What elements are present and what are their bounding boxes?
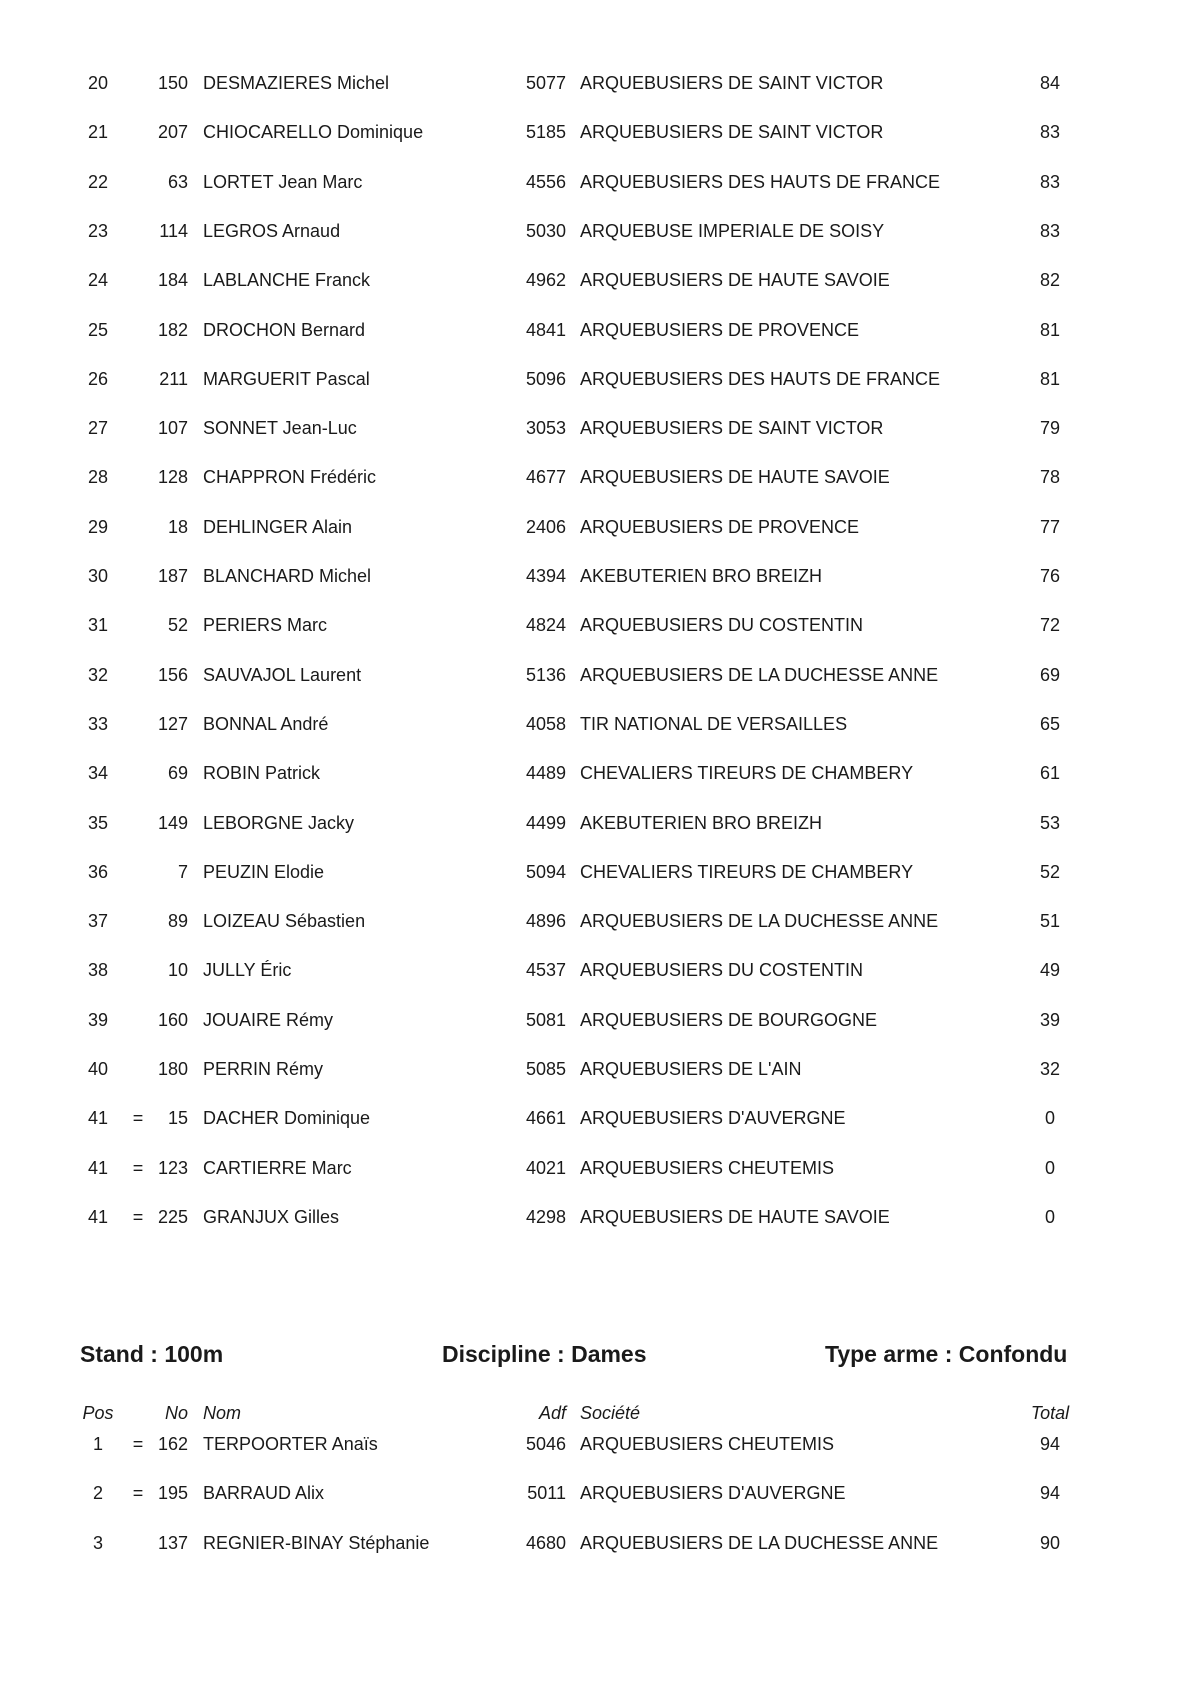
result-pos: 28 [87,467,109,488]
shooter-name: BONNAL André [203,713,329,734]
result-pos: 33 [87,713,109,734]
result-no: 114 [159,220,188,241]
table-row [0,955,1190,985]
table-row [0,68,1190,98]
shooter-name: LEBORGNE Jacky [203,812,355,833]
type-arme-title: Type arme : Confondu [825,1341,1068,1367]
shooter-name: PERIERS Marc [203,615,328,636]
result-total: 83 [1039,220,1061,241]
result-pos: 22 [87,171,109,192]
result-no: 127 [157,713,188,734]
result-total: 52 [1039,861,1061,882]
table-row [0,265,1190,295]
club-name: ARQUEBUSIERS D'AUVERGNE [580,1483,846,1504]
result-pos: 20 [87,73,109,93]
result-total: 81 [1039,319,1061,340]
result-adf: 4058 [525,713,566,734]
shooter-name: BARRAUD Alix [203,1483,325,1504]
club-name: ARQUEBUSIERS DE HAUTE SAVOIE [580,467,890,488]
result-no: 180 [157,1059,188,1079]
result-pos: 32 [87,664,109,685]
table-row [0,364,1190,394]
result-total: 61 [1039,763,1061,784]
result-adf: 5094 [525,861,566,882]
result-adf: 4841 [525,319,566,340]
result-adf: 5030 [525,220,566,241]
table-row [0,1103,1190,1133]
result-total: 39 [1039,1009,1061,1030]
club-name: ARQUEBUSIERS DE PROVENCE [580,319,860,340]
table-row [0,1054,1190,1084]
result-pos: 41 [87,1157,109,1178]
club-name: TIR NATIONAL DE VERSAILLES [580,713,848,734]
result-total: 83 [1039,171,1061,192]
club-name: ARQUEBUSIERS DE L'AIN [580,1059,802,1079]
table-row [0,610,1190,640]
result-no: 137 [157,1532,188,1553]
col-header-no: No [164,1403,188,1423]
result-adf: 5077 [525,73,566,93]
tie-marker: = [132,1483,144,1504]
table-row [0,216,1190,246]
table-row [0,1202,1190,1232]
result-adf: 5011 [527,1483,566,1504]
result-adf: 4537 [525,960,566,981]
result-adf: 2406 [525,516,566,537]
table-row [0,462,1190,492]
tie-marker: = [132,1206,144,1227]
result-total: 65 [1039,713,1061,734]
shooter-name: JOUAIRE Rémy [203,1009,334,1030]
result-no: 63 [167,171,188,192]
result-no: 160 [157,1009,188,1030]
table-row [0,906,1190,936]
result-no: 150 [157,73,188,93]
club-name: ARQUEBUSIERS DE LA DUCHESSE ANNE [580,1532,939,1553]
stand-title: Stand : 100m [80,1341,224,1367]
discipline-title: Discipline : Dames [442,1341,647,1367]
result-total: 32 [1039,1059,1061,1079]
shooter-name: SONNET Jean-Luc [203,418,357,439]
column-header-row [0,1398,1190,1428]
result-adf: 4677 [525,467,566,488]
result-adf: 5185 [525,122,566,143]
club-name: CHEVALIERS TIREURS DE CHAMBERY [580,763,914,784]
shooter-name: ROBIN Patrick [203,763,321,784]
result-no: 15 [167,1108,188,1129]
result-no: 89 [167,911,188,932]
result-pos: 37 [87,911,109,932]
shooter-name: LOIZEAU Sébastien [203,911,366,932]
result-total: 51 [1039,911,1061,932]
club-name: ARQUEBUSIERS DE LA DUCHESSE ANNE [580,911,939,932]
result-adf: 4499 [525,812,566,833]
result-pos: 25 [87,319,109,340]
result-total: 79 [1039,418,1061,439]
result-adf: 4824 [525,615,566,636]
result-pos: 24 [87,270,109,291]
club-name: ARQUEBUSIERS DE SAINT VICTOR [580,122,884,143]
club-name: ARQUEBUSIERS DE PROVENCE [580,516,860,537]
result-adf: 4021 [525,1157,566,1178]
club-name: ARQUEBUSIERS DE HAUTE SAVOIE [580,1206,890,1227]
result-pos: 3 [92,1532,103,1553]
shooter-name: PERRIN Rémy [203,1059,324,1079]
result-pos: 35 [87,812,109,833]
result-total: 77 [1039,516,1061,537]
result-adf: 4556 [525,171,566,192]
result-adf: 5136 [525,664,566,685]
result-pos: 36 [87,861,109,882]
result-total: 78 [1039,467,1061,488]
shooter-name: SAUVAJOL Laurent [203,664,362,685]
result-adf: 5085 [525,1059,566,1079]
result-pos: 1 [92,1434,103,1454]
table-row [0,709,1190,739]
shooter-name: DROCHON Bernard [203,319,366,340]
result-pos: 29 [87,516,109,537]
result-no: 184 [157,270,188,291]
result-adf: 5046 [525,1434,566,1454]
result-total: 81 [1039,368,1061,389]
shooter-name: BLANCHARD Michel [203,566,372,586]
result-adf: 4661 [525,1108,566,1129]
result-no: 207 [157,122,188,143]
result-no: 128 [157,467,188,488]
result-no: 52 [167,615,188,636]
result-no: 18 [167,516,188,537]
tie-marker: = [132,1157,144,1178]
result-pos: 41 [87,1108,109,1129]
result-pos: 41 [87,1206,109,1227]
result-pos: 26 [87,368,109,389]
shooter-name: LORTET Jean Marc [203,171,363,192]
club-name: ARQUEBUSIERS DES HAUTS DE FRANCE [580,368,941,389]
club-name: ARQUEBUSIERS DES HAUTS DE FRANCE [580,171,941,192]
club-name: ARQUEBUSIERS DE BOURGOGNE [580,1009,878,1030]
result-pos: 23 [87,220,109,241]
result-no: 69 [167,763,188,784]
col-header-nom: Nom [203,1403,242,1423]
shooter-name: GRANJUX Gilles [203,1206,340,1227]
result-no: 187 [157,566,188,586]
tie-marker: = [132,1434,144,1454]
club-name: ARQUEBUSIERS DU COSTENTIN [580,960,864,981]
club-name: AKEBUTERIEN BRO BREIZH [580,566,823,586]
table-row [0,857,1190,887]
table-row [0,117,1190,147]
table-row [0,1528,1190,1558]
table-row [0,1478,1190,1508]
result-no: 149 [157,812,188,833]
result-total: 49 [1039,960,1061,981]
result-total: 69 [1039,664,1061,685]
shooter-name: DEHLINGER Alain [203,516,353,537]
result-no: 156 [157,664,188,685]
result-pos: 31 [87,615,109,636]
table-row [0,1005,1190,1035]
club-name: ARQUEBUSIERS CHEUTEMIS [580,1157,835,1178]
shooter-name: DACHER Dominique [203,1108,371,1129]
result-pos: 38 [87,960,109,981]
club-name: ARQUEBUSIERS CHEUTEMIS [580,1434,835,1454]
result-adf: 4394 [525,566,566,586]
result-adf: 4680 [525,1532,566,1553]
result-total: 53 [1039,812,1061,833]
result-total: 76 [1039,566,1061,586]
result-total: 0 [1044,1157,1055,1178]
table-row [0,167,1190,197]
result-no: 123 [157,1157,188,1178]
result-total: 83 [1039,122,1061,143]
club-name: CHEVALIERS TIREURS DE CHAMBERY [580,861,914,882]
shooter-name: JULLY Éric [203,960,292,981]
result-no: 195 [157,1483,188,1504]
result-total: 0 [1044,1206,1055,1227]
result-total: 84 [1039,73,1061,93]
result-pos: 21 [87,122,109,143]
table-row [0,315,1190,345]
shooter-name: TERPOORTER Anaïs [203,1434,378,1454]
col-header-adf: Adf [538,1403,566,1423]
shooter-name: MARGUERIT Pascal [203,368,370,389]
result-total: 82 [1039,270,1061,291]
shooter-name: DESMAZIERES Michel [203,73,390,93]
result-adf: 5081 [525,1009,566,1030]
result-total: 94 [1039,1434,1061,1454]
col-header-total: Total [1030,1403,1070,1423]
result-adf: 4298 [525,1206,566,1227]
result-adf: 4489 [525,763,566,784]
table-row [0,758,1190,788]
club-name: ARQUEBUSIERS DE HAUTE SAVOIE [580,270,890,291]
table-row [0,512,1190,542]
result-pos: 39 [87,1009,109,1030]
result-pos: 34 [87,763,109,784]
result-pos: 30 [87,566,109,586]
result-no: 182 [157,319,188,340]
result-adf: 3053 [525,418,566,439]
result-pos: 40 [87,1059,109,1079]
result-adf: 4962 [525,270,566,291]
table-row [0,413,1190,443]
club-name: ARQUEBUSIERS DE SAINT VICTOR [580,73,884,93]
col-header-societe: Société [580,1403,641,1423]
result-total: 0 [1044,1108,1055,1129]
club-name: ARQUEBUSIERS DE SAINT VICTOR [580,418,884,439]
result-adf: 4896 [525,911,566,932]
result-no: 7 [177,861,188,882]
club-name: AKEBUTERIEN BRO BREIZH [580,812,823,833]
result-total: 90 [1039,1532,1061,1553]
result-no: 10 [167,960,188,981]
result-no: 107 [157,418,188,439]
result-no: 225 [157,1206,188,1227]
shooter-name: LEGROS Arnaud [203,220,341,241]
col-header-pos: Pos [82,1403,114,1423]
tie-marker: = [132,1108,144,1129]
result-no: 211 [159,368,188,389]
shooter-name: CHIOCARELLO Dominique [203,122,424,143]
result-no: 162 [157,1434,188,1454]
result-total: 94 [1039,1483,1061,1504]
shooter-name: PEUZIN Elodie [203,861,325,882]
result-pos: 2 [92,1483,103,1504]
shooter-name: CARTIERRE Marc [203,1157,352,1178]
club-name: ARQUEBUSIERS D'AUVERGNE [580,1108,846,1129]
table-row [0,561,1190,591]
result-pos: 27 [87,418,109,439]
table-row [0,660,1190,690]
table-row [0,1153,1190,1183]
table-row [0,808,1190,838]
shooter-name: REGNIER-BINAY Stéphanie [203,1532,430,1553]
result-total: 72 [1039,615,1061,636]
shooter-name: LABLANCHE Franck [203,270,371,291]
shooter-name: CHAPPRON Frédéric [203,467,377,488]
club-name: ARQUEBUSIERS DE LA DUCHESSE ANNE [580,664,939,685]
table-row [0,1429,1190,1459]
club-name: ARQUEBUSIERS DU COSTENTIN [580,615,864,636]
result-adf: 5096 [525,368,566,389]
club-name: ARQUEBUSE IMPERIALE DE SOISY [580,220,885,241]
